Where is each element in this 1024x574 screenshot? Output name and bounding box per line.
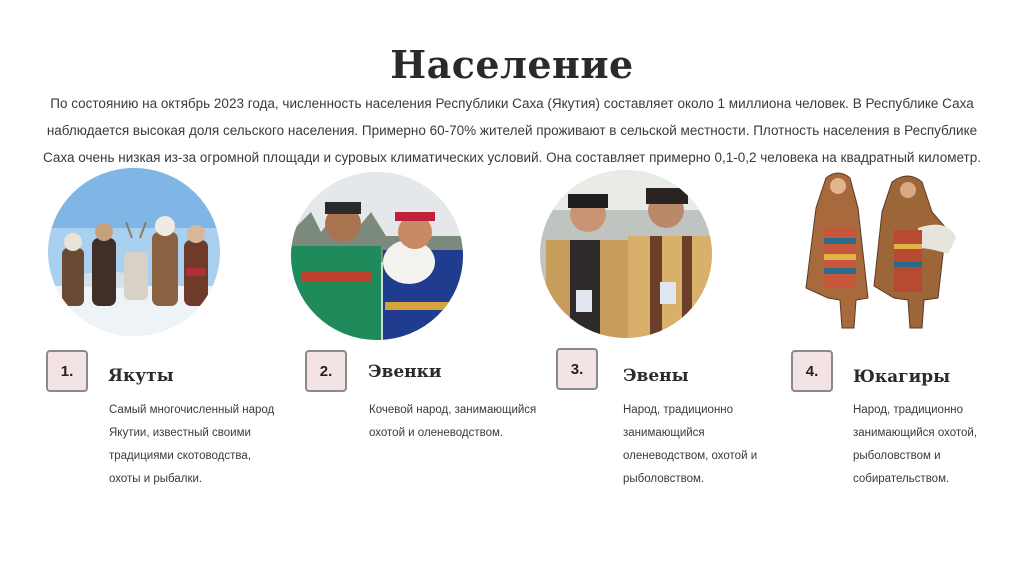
desc-line: Якутии, известный своими bbox=[109, 427, 251, 439]
desc-line: собирательством. bbox=[853, 473, 950, 485]
people-name-yakuts: Якуты bbox=[108, 366, 174, 386]
desc-line: Народ, традиционно bbox=[623, 404, 734, 416]
photo-yakuts bbox=[48, 168, 220, 336]
desc-line: охоты и рыбалки. bbox=[109, 473, 203, 485]
illustration-yukaghirs bbox=[798, 168, 970, 336]
desc-line: занимающийся охотой, bbox=[853, 427, 978, 439]
number-badge-2: 2. bbox=[305, 350, 347, 392]
people-desc-evens bbox=[623, 399, 783, 491]
desc-line: рыболовством и bbox=[853, 450, 941, 462]
number-badge-3: 3. bbox=[556, 348, 598, 390]
desc-line: Народ, традиционно bbox=[853, 404, 964, 416]
desc-line: охотой и оленеводством. bbox=[369, 427, 504, 439]
people-name-evens: Эвены bbox=[623, 366, 689, 386]
desc-line: Кочевой народ, занимающийся bbox=[369, 404, 537, 416]
people-desc-evenks bbox=[369, 399, 559, 445]
page-title: Население bbox=[390, 42, 634, 87]
people-name-evenks: Эвенки bbox=[368, 362, 442, 382]
photo-evenks bbox=[291, 172, 463, 340]
desc-line: Самый многочисленный народ bbox=[109, 404, 275, 416]
desc-line: рыболовством. bbox=[623, 473, 705, 485]
intro-paragraph: По состоянию на октябрь 2023 года, численность населения Республики Саха (Якутия) составляет около 1 миллиона человек. В Республике Саха наблюдается высокая доля сельского населения. Примерно 60-70% жителей проживают в сельской местности. Плотность населения в Республике Саха очень низкая из-за огромной площади и суровых климатических условий. Она составляет примерно 0,1-0,2 человека на квадратный километр. bbox=[43, 96, 981, 165]
desc-line: оленеводством, охотой и bbox=[623, 450, 758, 462]
number-badge-4: 4. bbox=[791, 350, 833, 392]
people-name-yukaghirs: Юкагиры bbox=[853, 367, 951, 387]
photo-evens bbox=[540, 170, 712, 338]
desc-line: занимающийся bbox=[623, 427, 705, 439]
people-desc-yakuts bbox=[109, 399, 299, 491]
people-desc-yukaghirs bbox=[853, 399, 1013, 491]
desc-line: традициями скотоводства, bbox=[109, 450, 251, 462]
number-badge-1: 1. bbox=[46, 350, 88, 392]
